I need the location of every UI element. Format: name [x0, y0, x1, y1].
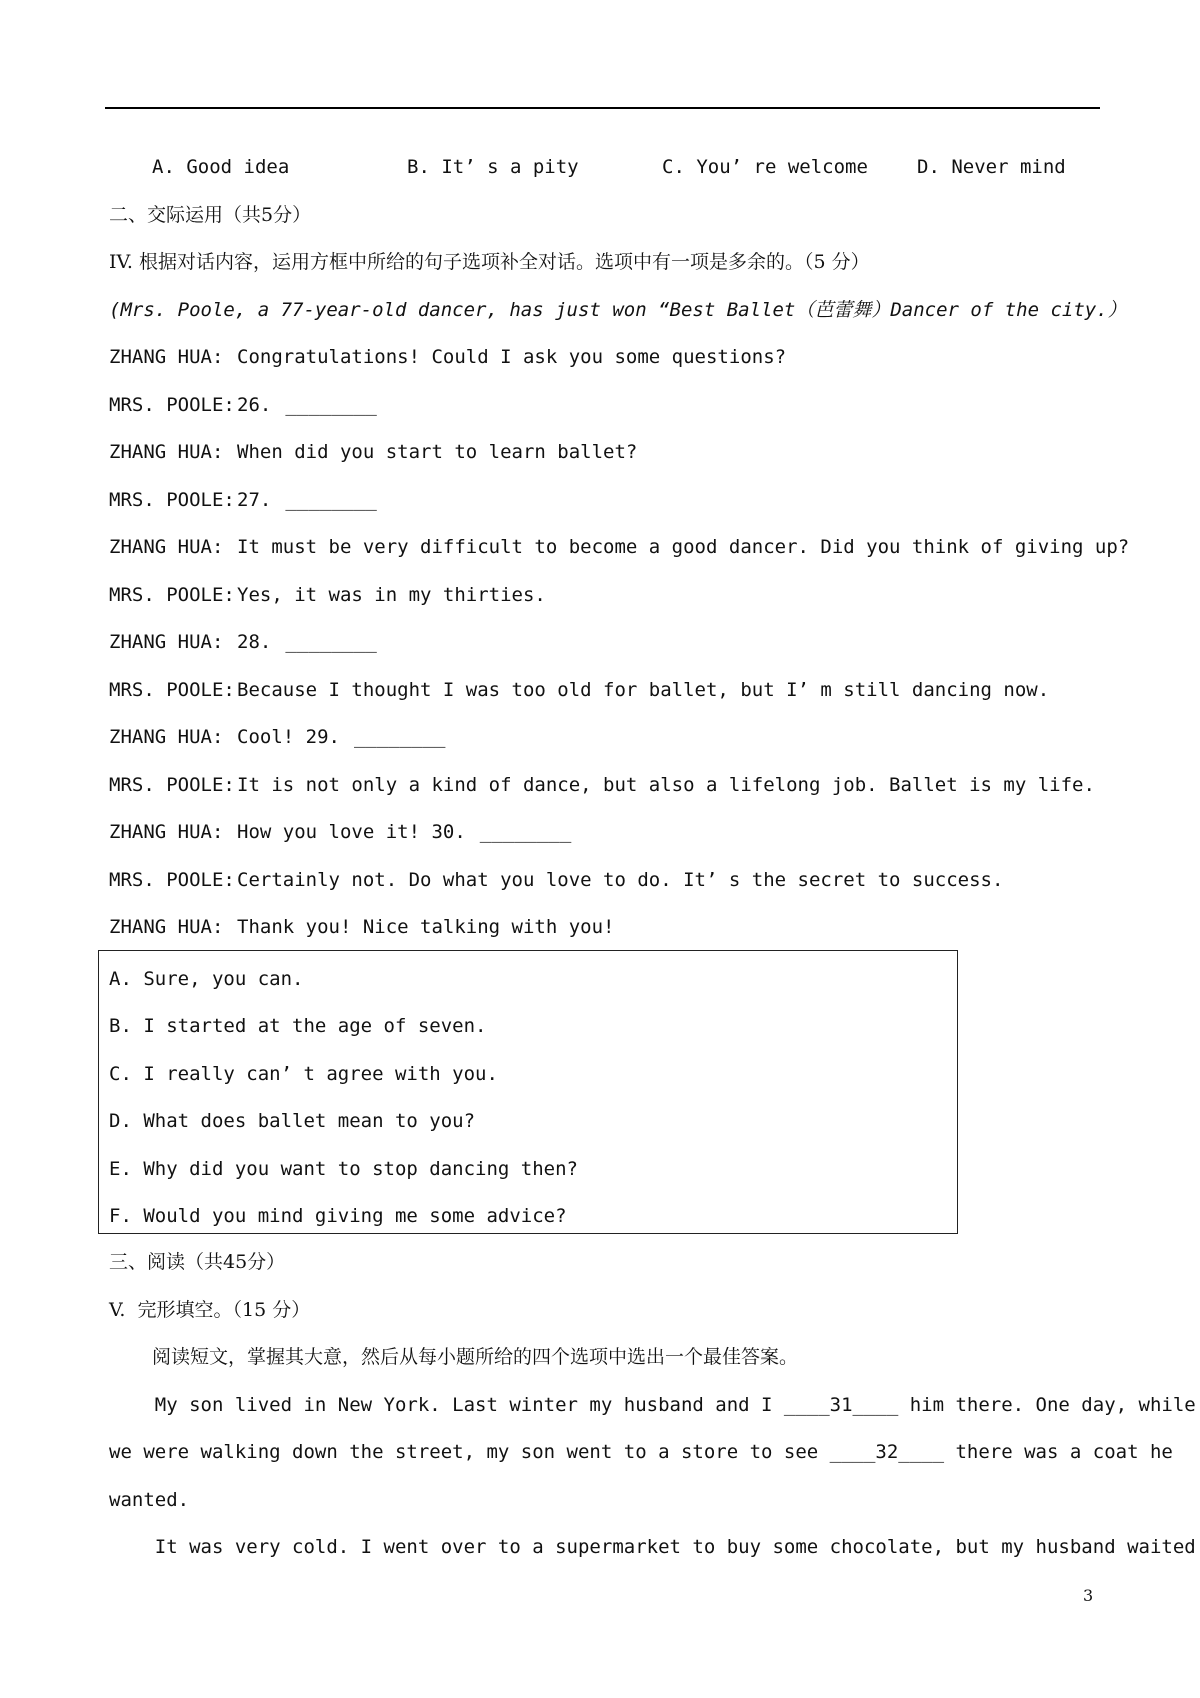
- section2-title: 二、交际运用（共5分）: [109, 204, 312, 226]
- dialogue-line: [109, 725, 445, 749]
- answer-blank[interactable]: ________: [285, 393, 377, 416]
- passage-line: wanted.: [109, 1489, 190, 1511]
- dialogue-line: [109, 678, 1049, 702]
- answer-blank[interactable]: ________: [353, 726, 446, 748]
- dialogue-line: [109, 868, 1003, 892]
- option-d: D. Never mind: [917, 156, 1066, 178]
- answer-blank[interactable]: ________: [479, 821, 572, 843]
- part4-instruction: IV. 根据对话内容，运用方框中所给的句子选项补全对话。选项中有一项是多余的。（5 分）: [109, 251, 870, 273]
- header-rule: [105, 107, 1100, 109]
- dialogue-line: [109, 583, 546, 607]
- box-option-a: A. Sure, you can.: [109, 968, 304, 990]
- answer-blank[interactable]: ________: [285, 488, 377, 511]
- speaker-label: MRS. POOLE:: [109, 393, 235, 416]
- passage-line: My son lived in New York. Last winter my husband and I ____31____ him there. One day, while: [109, 1394, 1196, 1416]
- dialogue-text: 26.: [237, 393, 272, 416]
- box-option-b: B. I started at the age of seven.: [109, 1015, 487, 1037]
- speaker-label: ZHANG HUA:: [109, 346, 224, 368]
- passage-line: It was very cold. I went over to a supermarket to buy some chocolate, but my husband waited: [109, 1536, 1196, 1558]
- section3-title: 三、阅读（共45分）: [109, 1251, 286, 1273]
- box-option-e: E. Why did you want to stop dancing then?: [109, 1158, 578, 1180]
- dialogue-text: Certainly not. Do what you love to do. It’ s the secret to success.: [237, 868, 1004, 891]
- dialogue-line: [109, 630, 377, 654]
- speaker-label: MRS. POOLE:: [109, 773, 235, 796]
- dialogue-text: Thank you! Nice talking with you!: [237, 916, 615, 938]
- dialogue-line: [109, 535, 1129, 559]
- dialogue-text: It is not only a kind of dance, but also a lifelong job. Ballet is my life.: [237, 773, 1095, 796]
- answer-blank[interactable]: ________: [285, 631, 377, 653]
- box-option-f: F. Would you mind giving me some advice?: [109, 1205, 567, 1227]
- dialogue-text: 28.: [237, 631, 272, 653]
- option-c: C. You’ re welcome: [662, 156, 868, 178]
- dialogue-text: When did you start to learn ballet?: [237, 441, 638, 463]
- speaker-label: ZHANG HUA:: [109, 821, 224, 843]
- speaker-label: ZHANG HUA:: [109, 916, 224, 938]
- dialogue-line: [109, 820, 571, 844]
- context-line: (Mrs. Poole, a 77-year-old dancer, has just won “Best Ballet（芭蕾舞）Dancer of the city.）: [109, 299, 1127, 321]
- speaker-label: ZHANG HUA:: [109, 726, 224, 748]
- part5-title: V. 完形填空。（15 分）: [109, 1299, 311, 1321]
- dialogue-line: [109, 915, 615, 939]
- answer-options-row: [152, 155, 1172, 179]
- dialogue-text: Congratulations! Could I ask you some questions?: [237, 346, 787, 368]
- option-b: B. It’ s a pity: [407, 156, 579, 178]
- dialogue-line: [109, 440, 637, 464]
- dialogue-text: Cool! 29.: [237, 726, 340, 748]
- speaker-label: ZHANG HUA:: [109, 631, 224, 653]
- option-a: A. Good idea: [152, 156, 290, 178]
- speaker-label: ZHANG HUA:: [109, 441, 224, 463]
- box-option-c: C. I really can’ t agree with you.: [109, 1063, 498, 1085]
- box-option-d: D. What does ballet mean to you?: [109, 1110, 476, 1132]
- dialogue-text: Because I thought I was too old for ballet, but I’ m still dancing now.: [237, 678, 1050, 701]
- options-box: [98, 950, 958, 1234]
- dialogue-line: [109, 393, 377, 417]
- speaker-label: MRS. POOLE:: [109, 678, 235, 701]
- page-number: 3: [1083, 1586, 1094, 1605]
- passage-line: we were walking down the street, my son went to a store to see ____32____ there was a coat he: [109, 1441, 1173, 1463]
- speaker-label: MRS. POOLE:: [109, 868, 235, 891]
- part5-instruction: 阅读短文，掌握其大意，然后从每小题所给的四个选项中选出一个最佳答案。: [152, 1346, 799, 1368]
- speaker-label: MRS. POOLE:: [109, 583, 235, 606]
- dialogue-line: [109, 488, 377, 512]
- dialogue-line: [109, 345, 786, 369]
- dialogue-text: Yes, it was in my thirties.: [237, 583, 546, 606]
- dialogue-text: How you love it! 30.: [237, 821, 466, 843]
- dialogue-line: [109, 773, 1095, 797]
- dialogue-text: 27.: [237, 488, 272, 511]
- speaker-label: MRS. POOLE:: [109, 488, 235, 511]
- speaker-label: ZHANG HUA:: [109, 536, 224, 558]
- dialogue-text: It must be very difficult to become a good dancer. Did you think of giving up?: [237, 536, 1130, 558]
